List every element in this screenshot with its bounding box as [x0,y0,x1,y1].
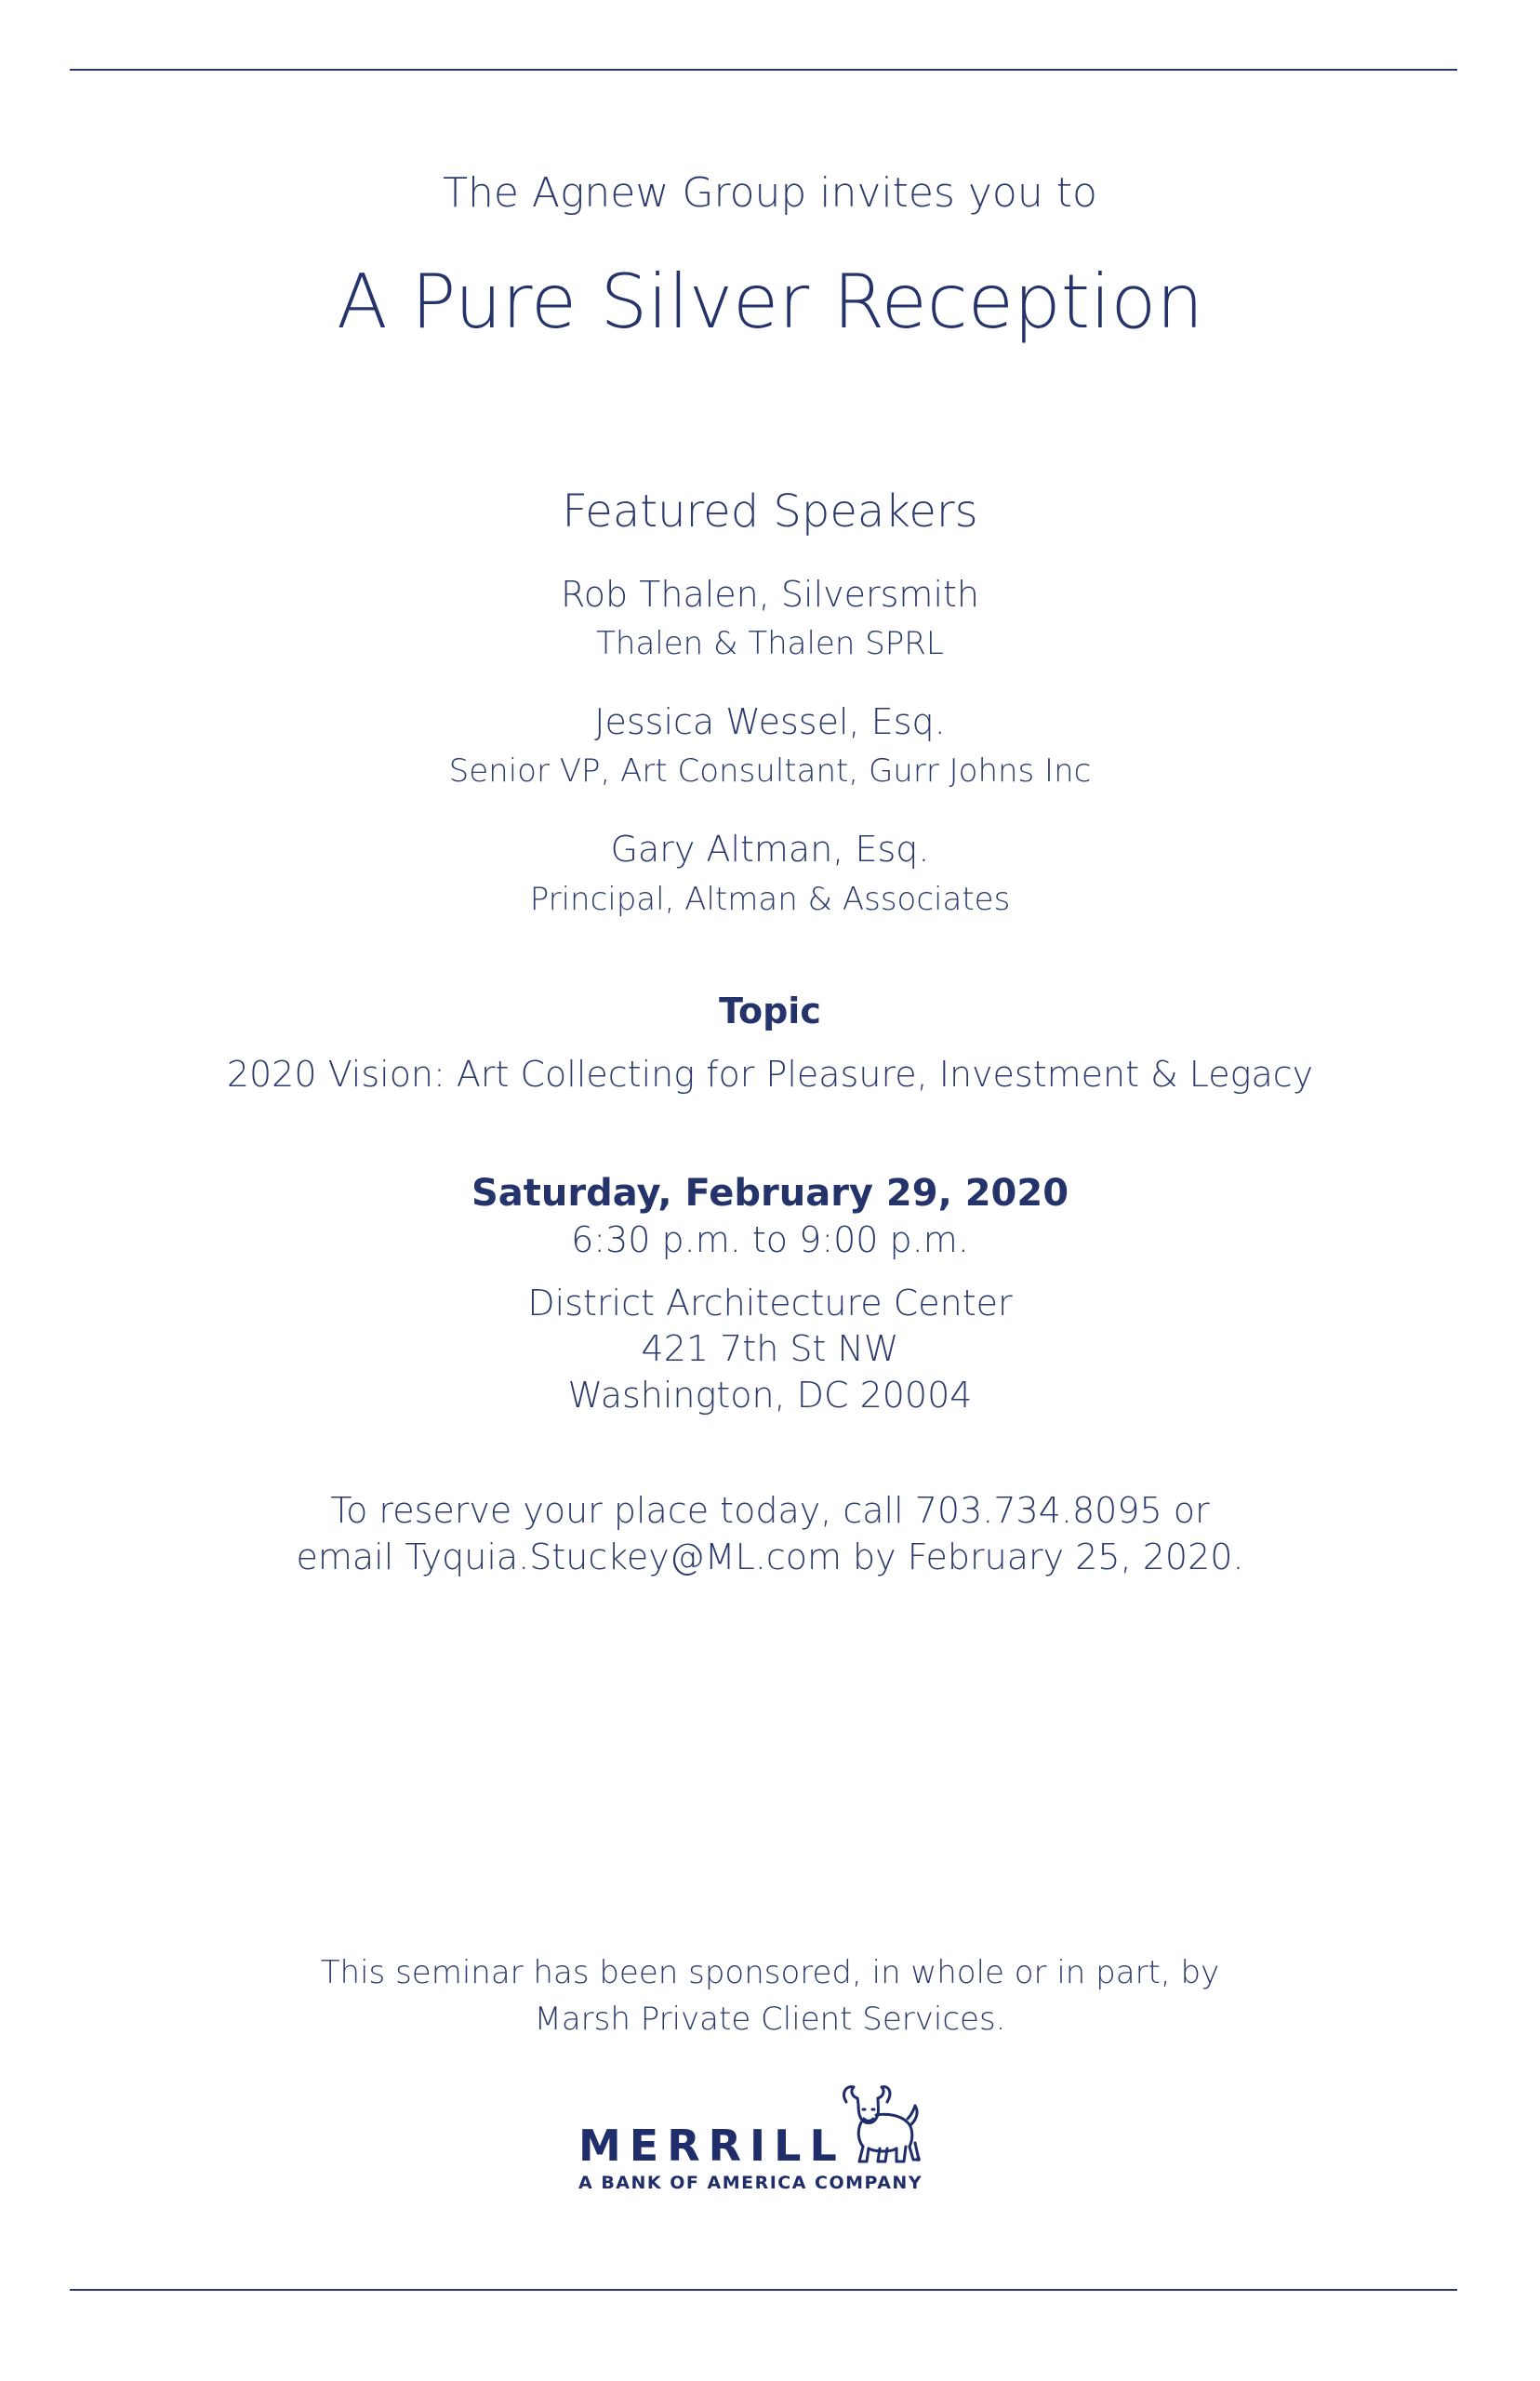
logo-wordmark: MERRILL [578,2121,845,2171]
bottom-divider [70,2289,1457,2291]
venue-city: Washington, DC 20004 [567,1375,973,1416]
bull-icon [839,2082,921,2165]
invitation-lead: The Agnew Group invites you to [443,169,1097,217]
reservation-line-1: To reserve your place today, call 703.734.8095 or [330,1490,1210,1531]
svg-text:®: ® [915,2156,922,2163]
speaker-affiliation: Principal, Altman & Associates [529,881,1011,918]
speaker-name: Rob Thalen, Silversmith [561,574,979,615]
speaker-affiliation: Thalen & Thalen SPRL [596,625,944,662]
featured-speakers-heading: Featured Speakers [562,486,978,538]
top-divider [70,69,1457,71]
venue-name: District Architecture Center [527,1283,1013,1324]
event-title: A Pure Silver Reception [336,259,1204,345]
speaker-name: Gary Altman, Esq. [610,829,930,870]
event-time: 6:30 p.m. to 9:00 p.m. [571,1219,969,1260]
topic-label: Topic [719,991,821,1031]
reservation-line-2: email Tyquia.Stuckey@ML.com by February 25, 2020. [296,1536,1244,1577]
venue-street: 421 7th St NW [641,1328,899,1369]
sponsor-line-1: This seminar has been sponsored, in whole or in part, by [320,1954,1220,1991]
sponsor-line-2: Marsh Private Client Services. [534,2001,1006,2038]
logo-tagline: A BANK OF AMERICA COMPANY [578,2173,923,2193]
speaker-affiliation: Senior VP, Art Consultant, Gurr Johns Inc [448,752,1092,790]
merrill-logo [575,2082,965,2193]
event-date: Saturday, February 29, 2020 [471,1172,1069,1215]
speaker-name: Jessica Wessel, Esq. [594,701,946,742]
topic-text: 2020 Vision: Art Collecting for Pleasure, Investment & Legacy [226,1054,1314,1095]
